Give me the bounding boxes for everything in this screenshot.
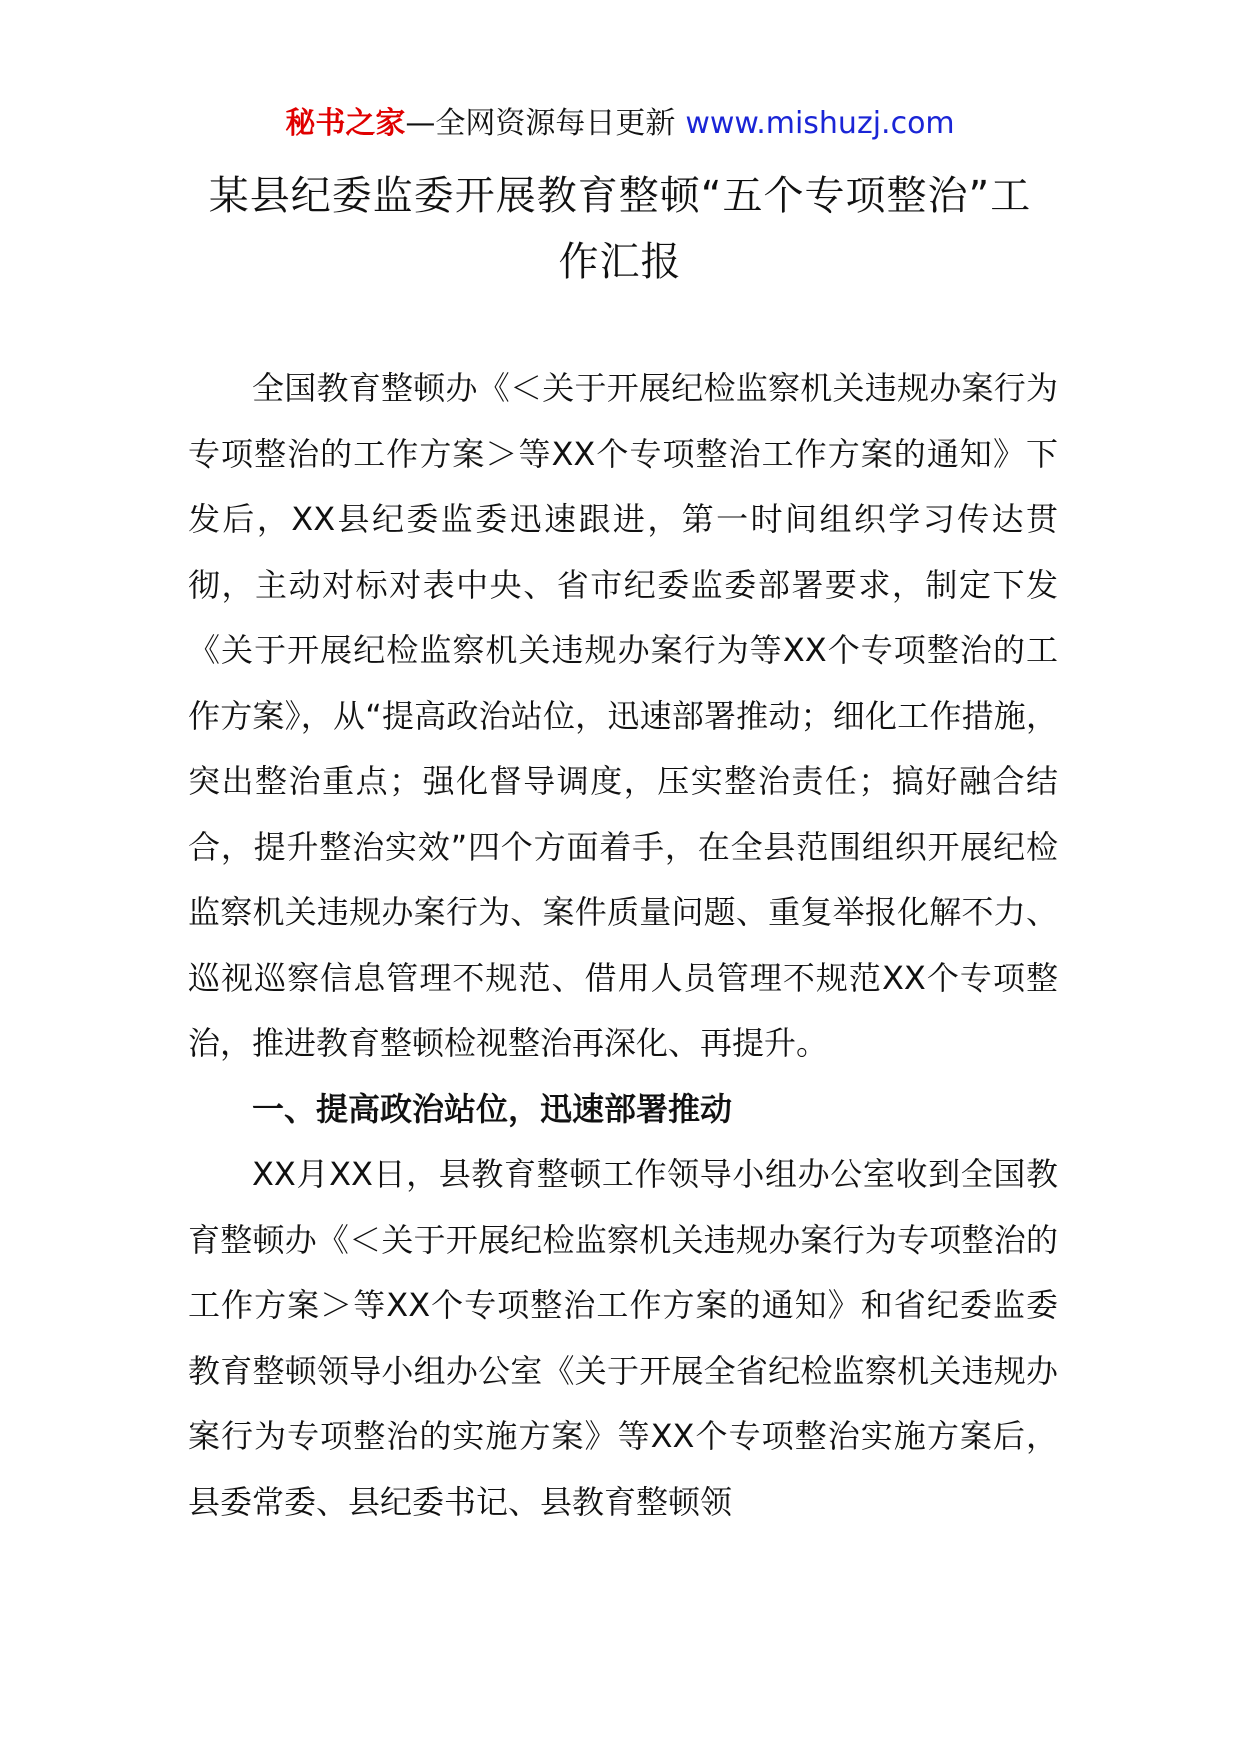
site-url-link[interactable]: www.mishuzj.com xyxy=(685,106,955,141)
section-heading-1: 一、提高政治站位，迅速部署推动 xyxy=(252,1089,733,1128)
brand-name: 秘书之家 xyxy=(285,106,406,141)
site-header xyxy=(0,102,1240,146)
intro-paragraph: 全国教育整顿办《＜关于开展纪检监察机关违规办案行为专项整治的工作方案＞等XX个专项整治工作方案的通知》下发后，XX县纪委监委迅速跟进，第一时间组织学习传达贯彻，主动对标对表中央、省市纪委监委部署要求，制定下发《关于开展纪检监察机关违规办案行为等XX个专项整治的工作方案》，从“提高政治站位，迅速部署推动；细化工作措施，突出整治重点；强化督导调度，压实整治责任；搞好融合结合，提升整治实效”四个方面着手，在全县范围组织开展纪检监察机关违规办案行为、案件质量问题、重复举报化解不力、巡视巡察信息管理不规范、借用人员管理不规范XX个专项整治，推进教育整顿检视整治再深化、再提升。 xyxy=(188,369,1058,1062)
document-title: 某县纪委监委开展教育整顿“五个专项整治”工作汇报 xyxy=(208,173,1032,285)
section-1-paragraph: XX月XX日，县教育整顿工作领导小组办公室收到全国教育整顿办《＜关于开展纪检监察机关违规办案行为专项整治的工作方案＞等XX个专项整治工作方案的通知》和省纪委监委教育整顿领导小组办公室《关于开展全省纪检监察机关违规办案行为专项整治的实施方案》等XX个专项整治实施方案后，县委常委、县纪委书记、县教育整顿领 xyxy=(188,1155,1058,1521)
site-tagline: —全网资源每日更新 xyxy=(405,106,676,141)
document-body xyxy=(188,356,1058,1535)
